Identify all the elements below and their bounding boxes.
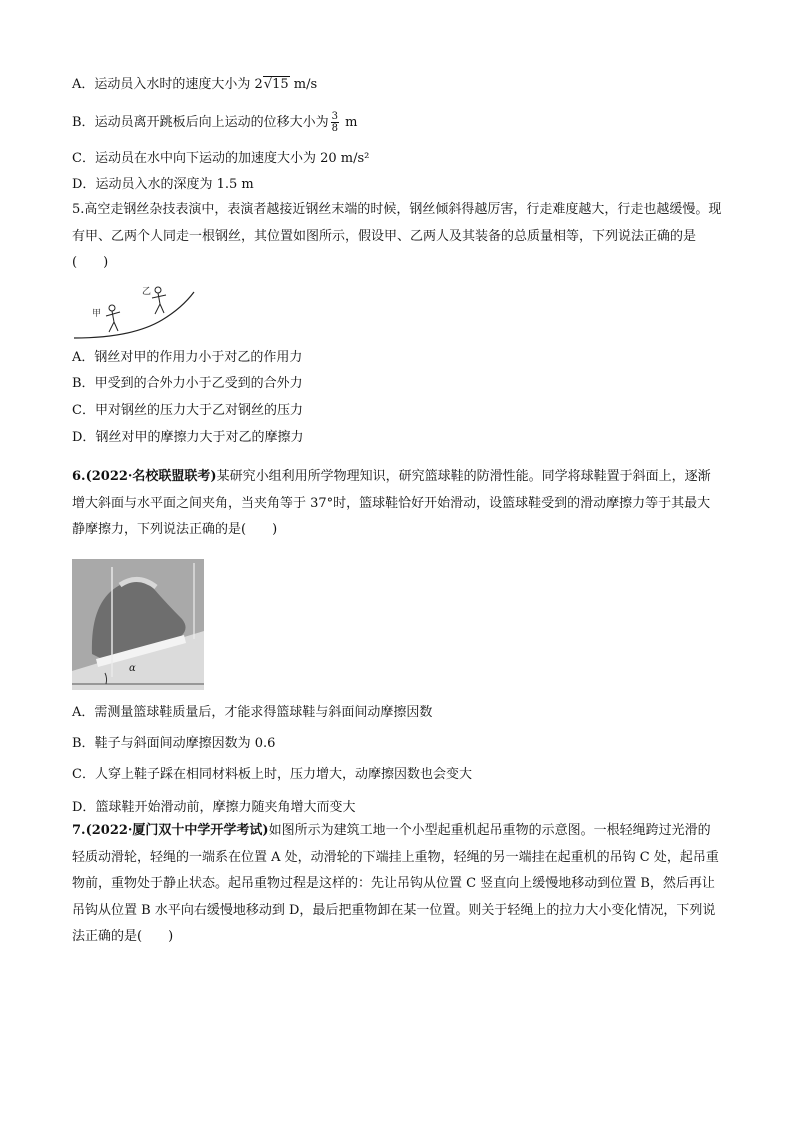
fraction: $\frac{3}{8}$ <box>331 111 338 134</box>
label-jia: 甲 <box>92 309 102 319</box>
q6-option-d: D．篮球鞋开始滑动前，摩擦力随夹角增大而变大 <box>72 800 356 815</box>
person-jia <box>106 305 120 332</box>
q4-option-d: D．运动员入水的深度为 1.5 m <box>72 177 254 192</box>
angle-label: α <box>129 663 136 674</box>
q5-option-b: B．甲受到的合外力小于乙受到的合外力 <box>72 376 303 391</box>
q5-option-a: A．钢丝对甲的作用力小于对乙的作用力 <box>72 350 303 365</box>
q6-option-c: C．人穿上鞋子踩在相同材料板上时，压力增大，动摩擦因数也会变大 <box>72 767 472 782</box>
q6-stem: 6.(2022·名校联盟联考)某研究小组利用所学物理知识，研究篮球鞋的防滑性能。同学将球鞋置于斜面上，逐渐增大斜面与水平面之间夹角，当夹角等于 37°时，篮球鞋恰好开始滑动，设篮球鞋受到的滑动摩擦力等于其最大静摩擦力，下列说法正确的是( ) <box>72 469 711 537</box>
q4-option-c: C．运动员在水中向下运动的加速度大小为 20 m/s² <box>72 151 370 166</box>
sqrt-symbol: √15 <box>263 77 289 92</box>
label-yi: 乙 <box>142 287 152 297</box>
person-yi <box>152 287 166 314</box>
q7-stem: 7.(2022·厦门双十中学开学考试)如图所示为建筑工地一个小型起重机起吊重物的示意图。一根轻绳跨过光滑的轻质动滑轮，轻绳的一端系在位置 A 处，动滑轮的下端挂上重物，轻绳的另一端挂在起重机的吊钩 C 处，起吊重物前，重物处于静止状态。起吊重物过程是这样的：先让吊钩从位置 C 竖直向上缓慢地移动到位置 B，然后再让吊钩从位置 B 水平向右缓慢地移动到 D，最后把重物卸在某一位置。则关于轻绳上的拉力大小变化情况，下列说法正确的是( ) <box>72 823 719 944</box>
q5-option-d: D．钢丝对甲的摩擦力大于对乙的摩擦力 <box>72 430 304 445</box>
q5-option-c: C．甲对钢丝的压力大于乙对钢丝的压力 <box>72 403 303 418</box>
shoe-on-incline-photo <box>72 559 204 690</box>
q5-stem: 5.高空走钢丝杂技表演中，表演者越接近钢丝末端的时候，钢丝倾斜得越厉害，行走难度越大，行走也越缓慢。现有甲、乙两个人同走一根钢丝，其位置如图所示，假设甲、乙两人及其装备的总质量相等，下列说法正确的是( ) <box>72 202 722 270</box>
q4-option-b: B．运动员离开跳板后向上运动的位移大小为 $\frac{3}{8}$ m <box>72 111 358 134</box>
q4-option-a: A．运动员入水时的速度大小为 2√15 m/s <box>72 77 318 92</box>
q6-option-a: A．需测量篮球鞋质量后，才能求得篮球鞋与斜面间动摩擦因数 <box>72 705 433 720</box>
tightrope-figure <box>72 280 202 342</box>
q6-option-b: B．鞋子与斜面间动摩擦因数为 0.6 <box>72 736 276 751</box>
